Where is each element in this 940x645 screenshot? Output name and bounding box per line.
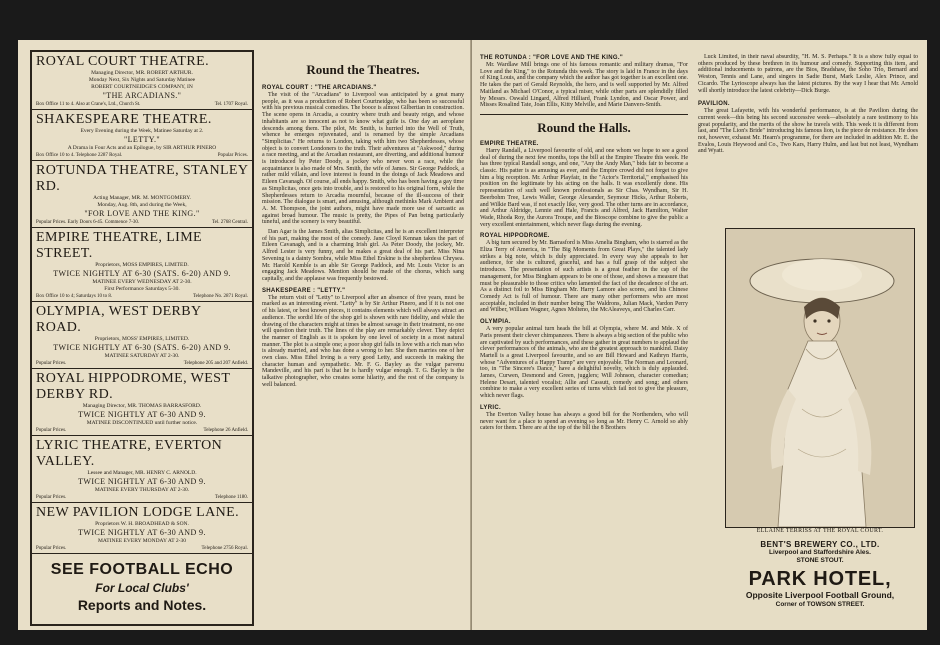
royal-court-subhead: ROYAL COURT : "THE ARCADIANS." [262, 85, 377, 91]
ad-headline: "LETTY." [123, 135, 161, 144]
pavilion-subhead: PAVILION. [698, 101, 730, 108]
theatre-ads-column [30, 50, 254, 626]
ad-footer-text: Box Office 10 to 4; Saturdays 10 to 8. [36, 294, 113, 299]
ad-footer-row [36, 494, 248, 501]
brewery-stout: STONE STOUT. [796, 557, 844, 564]
hippodrome-review: A big turn secured by Mr. Barrasford is Miss Amelia Bingham, who is starred as the Eliza Terry of America, in "The Big Moments from Great Plays," the talented lady strikes a big note, which is duly appreciated. In every way she appeals to her audience, for she is cultured, graceful, and has a full grasp of the subject she introduces. The presentation of such artists is a great feather in the cap of the management, for Miss Bingham appears to be one of those, and shows a measure that must be pleasurable to those critics who lamented the fact of the decadence of the art. As a distinct foil to Miss Bingham Mr. Harry Lamore also scores, and his Chinese Comedy Act is full of humour. There are many other performers who are most acceptable, included in their number being The Waldrons, Julian Mack, Vardon Perry and Wilber, William Wagner, Agnes Molteno, the McAleaveys, and Charles Carr. [480, 240, 688, 314]
section-rule [480, 114, 688, 115]
olympia-review: A very popular animal turn heads the bill at Olympia, where M. and Mde. X of Paris present their clever chimpanzees. There is always a big section of the public who are captivated by such performances, and these gather in great numbers to applaud the clever performances of the animals, who are the greatest approach to mankind. Daisy Martell is a great Liverpool favourite, and so are Bill Howard and Kathryn Harris, whose "Adventures of a Happy Tramp" are very enjoyable. The Norman and Leonard, too, in "The Sincere's Dance," have a delightful novelty, which is duly applauded. James, Curwen, Desmond and Green, jugglers; Will Johnson, character comedian; Helene Desart, talented vocalist; Allie and Cassutt, comedy and song; and others combine to make a very excellent series of turns which fail not to give the pleasure, which never flags. [480, 326, 688, 400]
ad-detail-line: Every Evening during the Week, Matinee Saturday at 2. [80, 128, 204, 134]
ad-footer-row [36, 293, 248, 300]
ad-title: OLYMPIA, WEST DERBY ROAD. [36, 304, 202, 335]
ad-detail-line: First Performance Saturdays 5-30. [104, 286, 180, 292]
ad-headline: TWICE NIGHTLY AT 6-30 AND 9. [78, 410, 206, 419]
ad-footer-text: Box Office 10 to 4. Telephone 2287 Royal. [36, 153, 123, 158]
theatre-ad-list [32, 52, 252, 554]
park-hotel-location: Opposite Liverpool Football Ground, [745, 590, 895, 600]
ad-detail-line: MATINEE EVERY THURSDAY AT 2-30. [94, 487, 190, 493]
ad-detail-line: MATINEE DISCONTINUED until further notice. [86, 420, 198, 426]
ad-headline: TWICE NIGHTLY AT 6-30 AND 9. [78, 477, 206, 486]
photo-caption: ELLAINE TERRISS AT THE ROYAL COURT. [756, 528, 884, 534]
ad-footer-row [36, 360, 248, 367]
football-ad-line3: Reports and Notes. [77, 597, 207, 613]
hippodrome-subhead: ROYAL HIPPODROME. [480, 233, 550, 240]
theatre-ad [32, 436, 252, 503]
right-page [472, 40, 927, 630]
shakespeare-review: The return visit of "Letty" to Liverpool after an absence of five years, must be marked as an interesting event. "Letty" is by Sir Arthur Pinero, and if it is not one of his latest, or best known pieces, it contains elements which will always attract an audience. The sordid life of the shop girl is shown with rare fidelity, and while the drawing of the characters might at times be almost savage in their treatment, no one will question their truth. The lines of the play are remarkably clever. They depict the manner of English as it is spoken by one level of society in a most natural manner. The plot is a simple one; a poor shop girl falls in love with a rich man who is already married, and who has done a wrong to her. She then marries one of her own class. Miss Ethel Irving is a very good Letty, and succeeds in making the character human and sympathetic. Mr. F. G. Bayley as the vulgar parvenu Mandeville, and his part is that he is hardly vulgar enough. T. G. Bayley is the talkative photographer, who creates some hilarity, and the rest of the company is well balanced. [262, 294, 464, 388]
ad-headline: TWICE NIGHTLY AT 6-30 (SATS. 6-20) AND 9. [53, 343, 231, 352]
lyric-subhead: LYRIC. [480, 404, 501, 411]
ad-footer-text: Telephone 2756 Royal. [201, 546, 248, 551]
rotunda-review: Mr. Wardlaw Mill brings one of his famous romantic and military dramas, "For Love and the King," to the Rotunda this week. The story is laid in France in the days of King Louis, and the company which the author has got together is an excellent one. He takes the part of Gerald Reynolds, the hero, and is well supported by Mr. Alfred Maitland as Michael O'Conor, a typical miser, while other parts are splendidly filled by Messrs. Oswald Lingard, Alfred Hilliard, Frank Lyndon, and Oscar Power, and Misses Rosalind Tate, Joan Ellis, Kitty Melville, and Marie Danvers-Smith. [480, 62, 688, 109]
brewery-ales: Liverpool and Staffordshire Ales. [769, 549, 871, 556]
ad-title: ROYAL HIPPODROME, WEST DERBY RD. [36, 371, 231, 402]
ad-title: ROYAL COURT THEATRE. [36, 54, 209, 69]
royal-court-review-2: Dan Agar is the James Smith, alias Simplicitas, and he is an excellent interpreter of his part, making the most of the comedy. Jane Cloyd Kennan takes the part of Eileen Cavanagh, and is a charming Irish girl. As Peter Doody, the jockey, Mr. Alfred Lester is very funny, and he makes a great deal of his part. Miss Nina Sevening is a dainty Sombra, while Miss Ethel Erskine is the shepherdess Chrysea. Mr. Harold Kemble is an able Sir George Paddock, and Mr. Louis Victor is an engaging Jack Meadows. Mention should be made of the chorus, which sang capitally, and the applause was frequently bestowed. [262, 229, 464, 282]
ad-footer-text: Popular Prices. [36, 495, 67, 500]
ad-detail-line: A Drama in Four Acts and an Epilogue, by SIR ARTHUR PINERO [67, 145, 217, 151]
ad-detail-line: MATINEE SATURDAY AT 2-30. [104, 353, 180, 359]
ad-footer-text: Popular Prices. [36, 546, 67, 551]
ad-title: EMPIRE THEATRE, LIME STREET. [36, 230, 203, 261]
empire-subhead: EMPIRE THEATRE. [480, 140, 539, 147]
ad-detail-line: Acting Manager, MR. M. MONTGOMERY. [93, 195, 191, 201]
lyric-review-continued: Luck Limited, in their naval absurdity, "H. M. S. Perhaps." It is a show fully equal to others produced by these brethren in its humour and comedy. Supporting this item, and additional inducements to patrons, are the Bios, Bradshaw, the Soho Trio, Bernard and Weston, Tennis and Lane, and singers in Sadie Burst, Mark Leslie, Alex Prince, and Cicardo. The Lyrioscope always has the latest pictures. By the way I hear that Mr. Arnold will shortly introduce the latest celebrity—Dick Burge. [698, 54, 918, 94]
ad-footer-text: Box Office 11 to 4. Also at Crane's, Ltd., Church St. [36, 102, 141, 107]
olympia-subhead: OLYMPIA. [480, 319, 511, 326]
right-text-column [698, 54, 918, 224]
brewery-ad [727, 537, 913, 627]
ad-title: NEW PAVILION LODGE LANE. [36, 505, 239, 520]
ad-detail-line: Monday Next, Six Nights and Saturday Matinee [88, 77, 196, 83]
football-echo-ad [32, 554, 252, 620]
park-hotel-corner: Corner of TOWSON STREET. [775, 601, 865, 608]
brewery-name: BENT'S BREWERY CO., LTD. [760, 540, 880, 549]
theatre-ad [32, 228, 252, 302]
ad-footer-row [36, 219, 248, 226]
ad-footer-text: Tel. 1707 Royal. [214, 102, 248, 107]
ad-detail-line: Proprietors W. H. BROADHEAD & SON. [95, 521, 189, 527]
ad-detail-line: Lessee and Manager, MR. HENRY C. ARNOLD. [87, 470, 197, 476]
ad-detail-line: Managing Director, MR. ROBERT ARTHUR. [91, 70, 193, 76]
ad-detail-line: ROBERT COURTNEIDGE'S COMPANY, IN [91, 84, 193, 90]
portrait-illustration [726, 229, 914, 527]
football-ad-line2: For Local Clubs' [95, 581, 189, 595]
theatre-ad [32, 161, 252, 228]
ad-headline: TWICE NIGHTLY AT 6-30 AND 9. [78, 528, 206, 537]
lyric-review: The Everton Valley house has always a good bill for the Northenders, who will never want for a place to spend an evening so long as Mr. Henry C. Arnold so ably caters for them. There are at the top of the bill the 8 Brothers [480, 411, 688, 432]
theatre-ad [32, 369, 252, 436]
park-hotel-name: PARK HOTEL, [748, 568, 892, 590]
theatre-ad [32, 110, 252, 161]
ad-footer-row [36, 152, 248, 159]
ad-detail-line: Proprietors, MOSS EMPIRES, LIMITED. [95, 262, 189, 268]
theatre-ad [32, 302, 252, 369]
ad-detail-line: Proprietors, MOSS' EMPIRES, LIMITED. [94, 336, 190, 342]
theatre-ad [32, 52, 252, 110]
ad-detail-line: MATINEE EVERY MONDAY AT 2-30 [98, 538, 186, 544]
left-page [18, 40, 473, 630]
theatres-column [262, 52, 464, 628]
ad-footer-text: Popular Prices. [36, 428, 67, 433]
football-ad-line1: SEE FOOTBALL ECHO [50, 561, 234, 578]
ad-detail-line: Managing Director, MR. THOMAS BARRASFORD. [82, 403, 202, 409]
ad-footer-row [36, 545, 248, 552]
ad-detail-line: MATINEE EVERY WEDNESDAY AT 2-30. [92, 279, 192, 285]
ad-title: ROTUNDA THEATRE, STANLEY RD. [36, 163, 248, 194]
portrait-photo [725, 228, 915, 528]
ad-footer-text: Tel. 2768 Central. [211, 220, 248, 225]
ad-footer-row [36, 427, 248, 434]
ad-title: LYRIC THEATRE, EVERTON VALLEY. [36, 438, 223, 469]
ad-headline: "FOR LOVE AND THE KING." [84, 209, 200, 218]
ad-detail-line: Monday, Aug. 8th, and during the Week, [97, 202, 187, 208]
halls-heading: Round the Halls. [537, 119, 631, 135]
halls-column [480, 54, 688, 628]
ad-footer-row [36, 101, 248, 108]
rotunda-subhead: THE ROTUNDA : "FOR LOVE AND THE KING." [480, 55, 623, 61]
ad-footer-text: Telephone 205 and 207 Anfield. [183, 361, 248, 366]
ad-headline: "THE ARCADIANS." [102, 91, 182, 100]
ad-footer-text: Telephone No. 2871 Royal. [192, 294, 248, 299]
ad-footer-text: Telephone 26 Anfield. [203, 428, 248, 433]
empire-review: Harry Randall, a Liverpool favourite of old, and one whom we hope to see a good deal of during the next few months, tops the bill at the Empire Theatre this week. He has three typical Randall songs, and one, "Any the Andy Man," bids fair to become a classic. His patter is as amusing as ever, and the Empire crowd did not forget to give him a big reception. Mr. Arthur Playfair, in the "Actor's Territorial," emphasised his position on the legitimate by his acting on the halls. It was excellently done. His representation of such well known professionals as Sir Chas. Wyndham, Sir H. Beerbohm Tree, Lewis Waller, George Alexander, Seymour Hicks, Arthur Roberts, and Wilkie Bard was, if not exactly like, very good. The other turns are in accordance, and Arthur Aldridge, Lennie and Hale, Francis and Alfred, Jack Hamilton, Walter Wade, Rhoda Roy, the Aurora Troupe, and the Bioscope combine to give the public a very excellent entertainment, which never flags during the evening. [480, 147, 688, 228]
ad-headline: TWICE NIGHTLY AT 6-30 (SATS. 6-20) AND 9. [53, 269, 231, 278]
ad-title: SHAKESPEARE THEATRE. [36, 112, 212, 127]
ad-footer-text: Popular Prices. Early Doors 6-45. Commence 7-30. [36, 220, 140, 225]
pavilion-review: The great Lafayette, with his wonderful performance, is at the Pavilion during the current week—this being his second successive week—absolutely a rare testimony to his great popularity, and the merits of the show he travels with. This week it is different from last, and "The Lion's Bride" introducing his famous lion, is the piece de resistance. He does not, however, exhaust Mr. Hearn's programme, for there are included in addition Mr. E. the Evalos, Louis Heywood and Co., Two Kars, Harry Hulm, and last but not least, Wyndham and Wyatt. [698, 108, 918, 155]
shakespeare-subhead: SHAKESPEARE : "LETTY." [262, 287, 346, 294]
ad-footer-text: Popular Prices. [36, 361, 67, 366]
ad-footer-text: Telephone 1180. [214, 495, 248, 500]
theatres-heading: Round the Theatres. [306, 62, 420, 77]
royal-court-review-1: The visit of the "Arcadians" to Liverpool was anticipated by a great many people, as it was a production of Robert Courtneidge, who has been so successful with his previous musical comedies. The booce is almost Gilbertian in construction. The scene opens in Arcadia, a country where truth and beauty reign, and whose inhabitants are so innocent as not to know what guile is. One day an aeroplane descends among them. The pilot, Mr. Smith, is hurried into the Well of Truth, whence he emerges rejuvenated, and is renamed by the simple Arcadians "Simplicitas." He returns to London, taking with him two Shepherdesses, whose object is to convert Londoners to the truth. Their adventures at "Askwood," during a race meeting, and at the Arcadian restaurant, are diverting, and additional humour is introduced by Peter Doody, a jockey who never won a race, while the acquaintance is also made of Mrs. Smith, the wife of James. Sir George Paddock, a rather mild villain, and love interest is found in the doings of Jack Meadows and Eileen Cavanagh. Of course, all ends happy. Smith, who has been having a gay time as Simplicitas, once gets into trouble, and is restored to his original form, while the Shepherdesses return to Arcadia mournful, because of the ill-success of their mission. The dialogue is smart, and amusing, although methinks Mark Ambient and A. M. Thompson, the joint authors, might have made more use of sarcastic as against broad humour. The music is pretty, the Pipes of Pan being particularly tuneful, and the scenery is very beautiful. [262, 92, 464, 226]
theatre-ad [32, 503, 252, 554]
ad-footer-text: Popular Prices. [217, 153, 248, 158]
